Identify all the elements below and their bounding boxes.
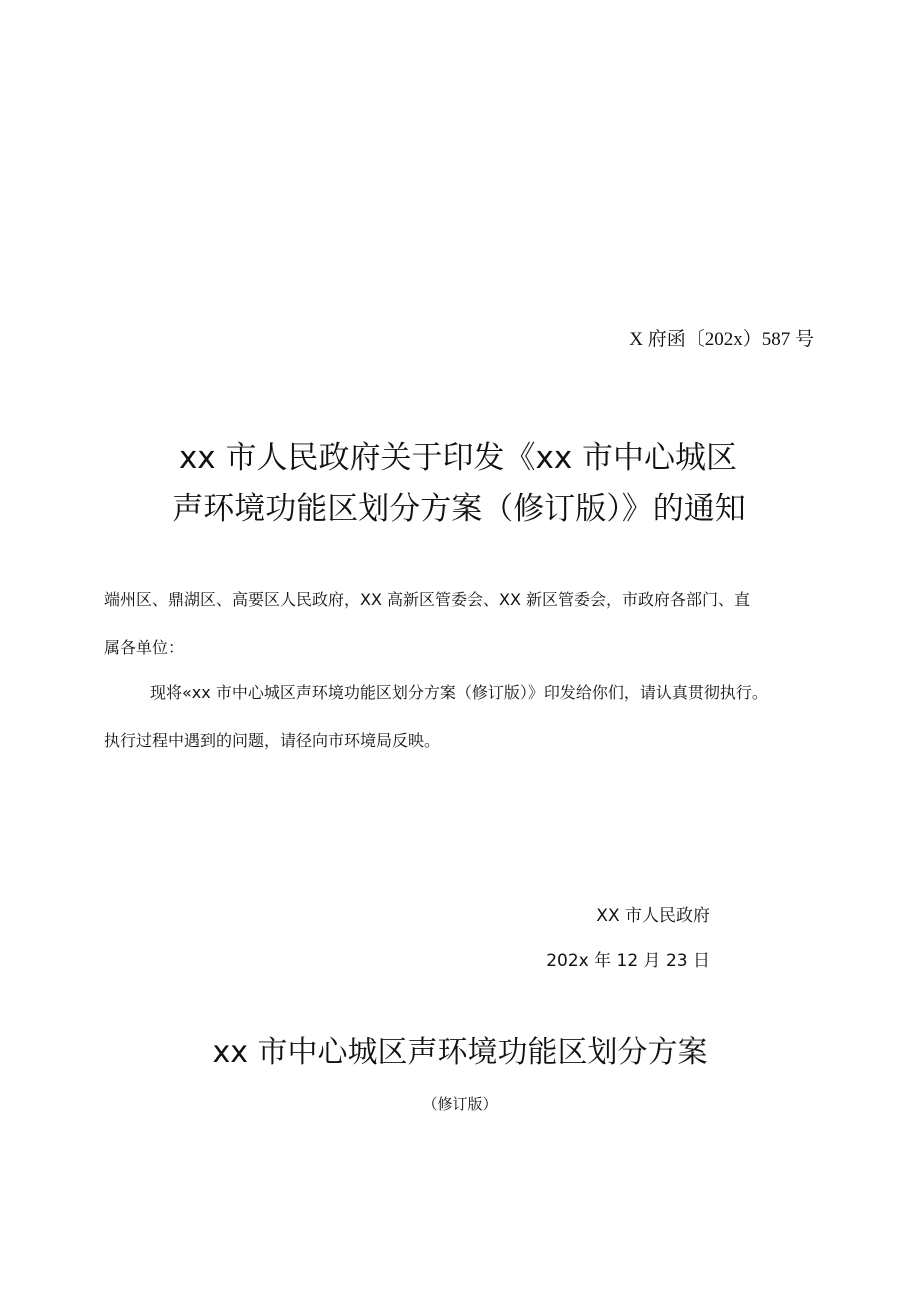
addressee-line-2: 属各单位： <box>104 638 185 657</box>
addressee-line-1: 端州区、鼎湖区、高要区人民政府，XX 高新区管委会、XX 新区管委会，市政府各部门、直 <box>104 590 751 609</box>
body-paragraph-line-2: 执行过程中遇到的问题，请径向市环境局反映。 <box>104 731 441 750</box>
plan-subtitle: （修订版） <box>422 1095 498 1113</box>
signature-organization: XX 市人民政府 <box>596 906 710 926</box>
signature-date: 202x 年 12 月 23 日 <box>546 951 710 971</box>
notice-title-line-2: 声环境功能区划分方案（修订版）》的通知 <box>172 491 746 527</box>
notice-title-line-1: xx 市人民政府关于印发《xx 市中心城区 <box>178 440 738 476</box>
document-number: X 府函〔202x）587 号 <box>629 329 814 350</box>
plan-title: xx 市中心城区声环境功能区划分方案 <box>212 1035 708 1070</box>
body-paragraph-line-1: 现将«xx 市中心城区声环境功能区划分方案（修订版）》印发给你们，请认真贯彻执行。 <box>150 683 768 702</box>
